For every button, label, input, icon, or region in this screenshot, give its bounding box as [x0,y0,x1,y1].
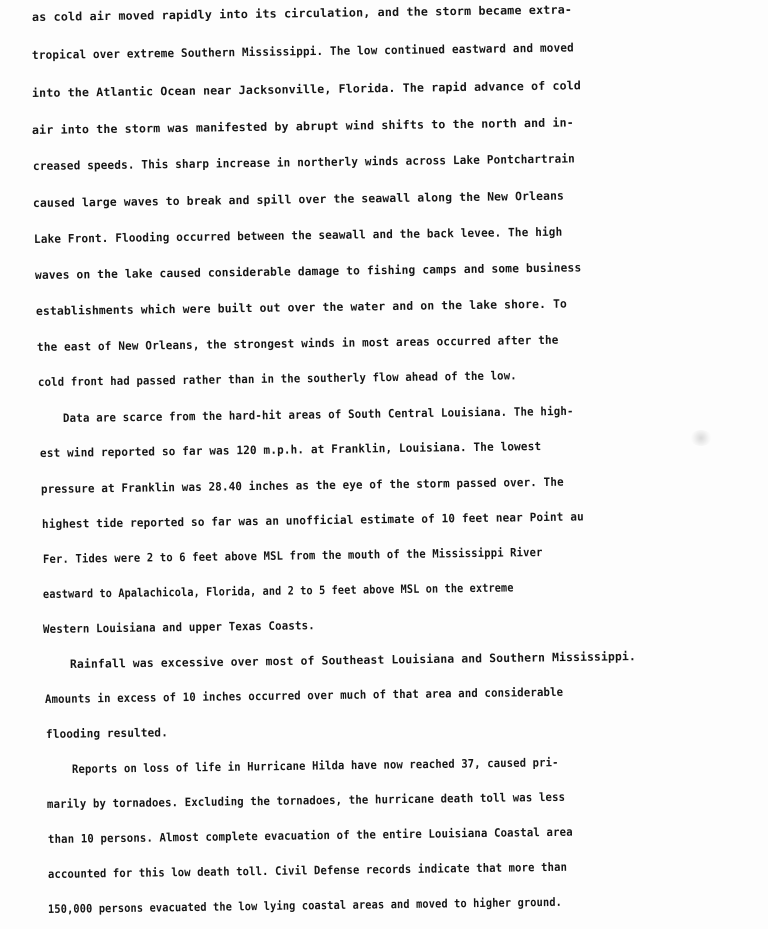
text-line: Data are scarce from the hard-hit areas of South Central Louisiana. The high- [62,403,574,425]
text-line: Amounts in excess of 10 inches occurred over much of that area and considerable [44,684,564,706]
text-line: est wind reported so far was 120 m.p.h. at Franklin, Louisiana. The lowest [39,439,542,460]
text-line: Lake Front. Flooding occurred between the seawall and the back levee. The high [33,224,563,246]
text-line: establishments which were built out over the water and on the lake shore. To [35,296,568,318]
text-line: air into the storm was manifested by abrupt wind shifts to the north and in- [31,115,574,137]
text-line: into the Atlantic Ocean near Jacksonville, Florida. The rapid advance of cold [31,78,582,100]
text-line: Rainfall was excessive over most of Southeast Louisiana and Southern Mississippi. [69,649,637,671]
text-line: Fer. Tides were 2 to 6 feet above MSL from the mouth of the Mississippi River [42,545,543,566]
text-line: highest tide reported so far was an unofficial estimate of 10 feet near Point au [41,509,584,531]
text-line: eastward to Apalachicola, Florida, and 2 to 5 feet above MSL on the extreme [42,580,514,601]
text-line: cold front had passed rather than in the southerly flow ahead of the low. [37,368,517,389]
text-line: Western Louisiana and upper Texas Coasts. [42,618,315,636]
text-line: as cold air moved rapidly into its circulation, and the storm became extra- [31,2,573,24]
scan-smudge [690,430,712,446]
text-line: pressure at Franklin was 28.40 inches as the eye of the storm passed over. The [40,474,564,496]
text-line: accounted for this low death toll. Civil Defense records indicate that more than [47,859,568,881]
text-line: the east of New Orleans, the strongest winds in most areas occurred after the [36,332,559,354]
text-line: marily by tornadoes. Excluding the tornadoes, the hurricane death toll was less [46,789,566,811]
text-line: flooding resulted. [45,725,169,741]
text-line: than 10 persons. Almost complete evacuation of the entire Louisiana Coastal area [47,824,573,846]
text-line: 150,000 persons evacuated the low lying coastal areas and moved to higher ground. [47,894,563,916]
text-line: waves on the lake caused considerable damage to fishing camps and some business [34,260,582,282]
text-line: Reports on loss of life in Hurricane Hilda have now reached 37, caused pri- [71,755,559,776]
text-line: caused large waves to break and spill over the seawall along the New Orleans [32,188,565,210]
text-line: tropical over extreme Southern Mississippi. The low continued eastward and moved [31,40,574,62]
text-line: creased speeds. This sharp increase in northerly winds across Lake Pontchartrain [32,151,575,173]
